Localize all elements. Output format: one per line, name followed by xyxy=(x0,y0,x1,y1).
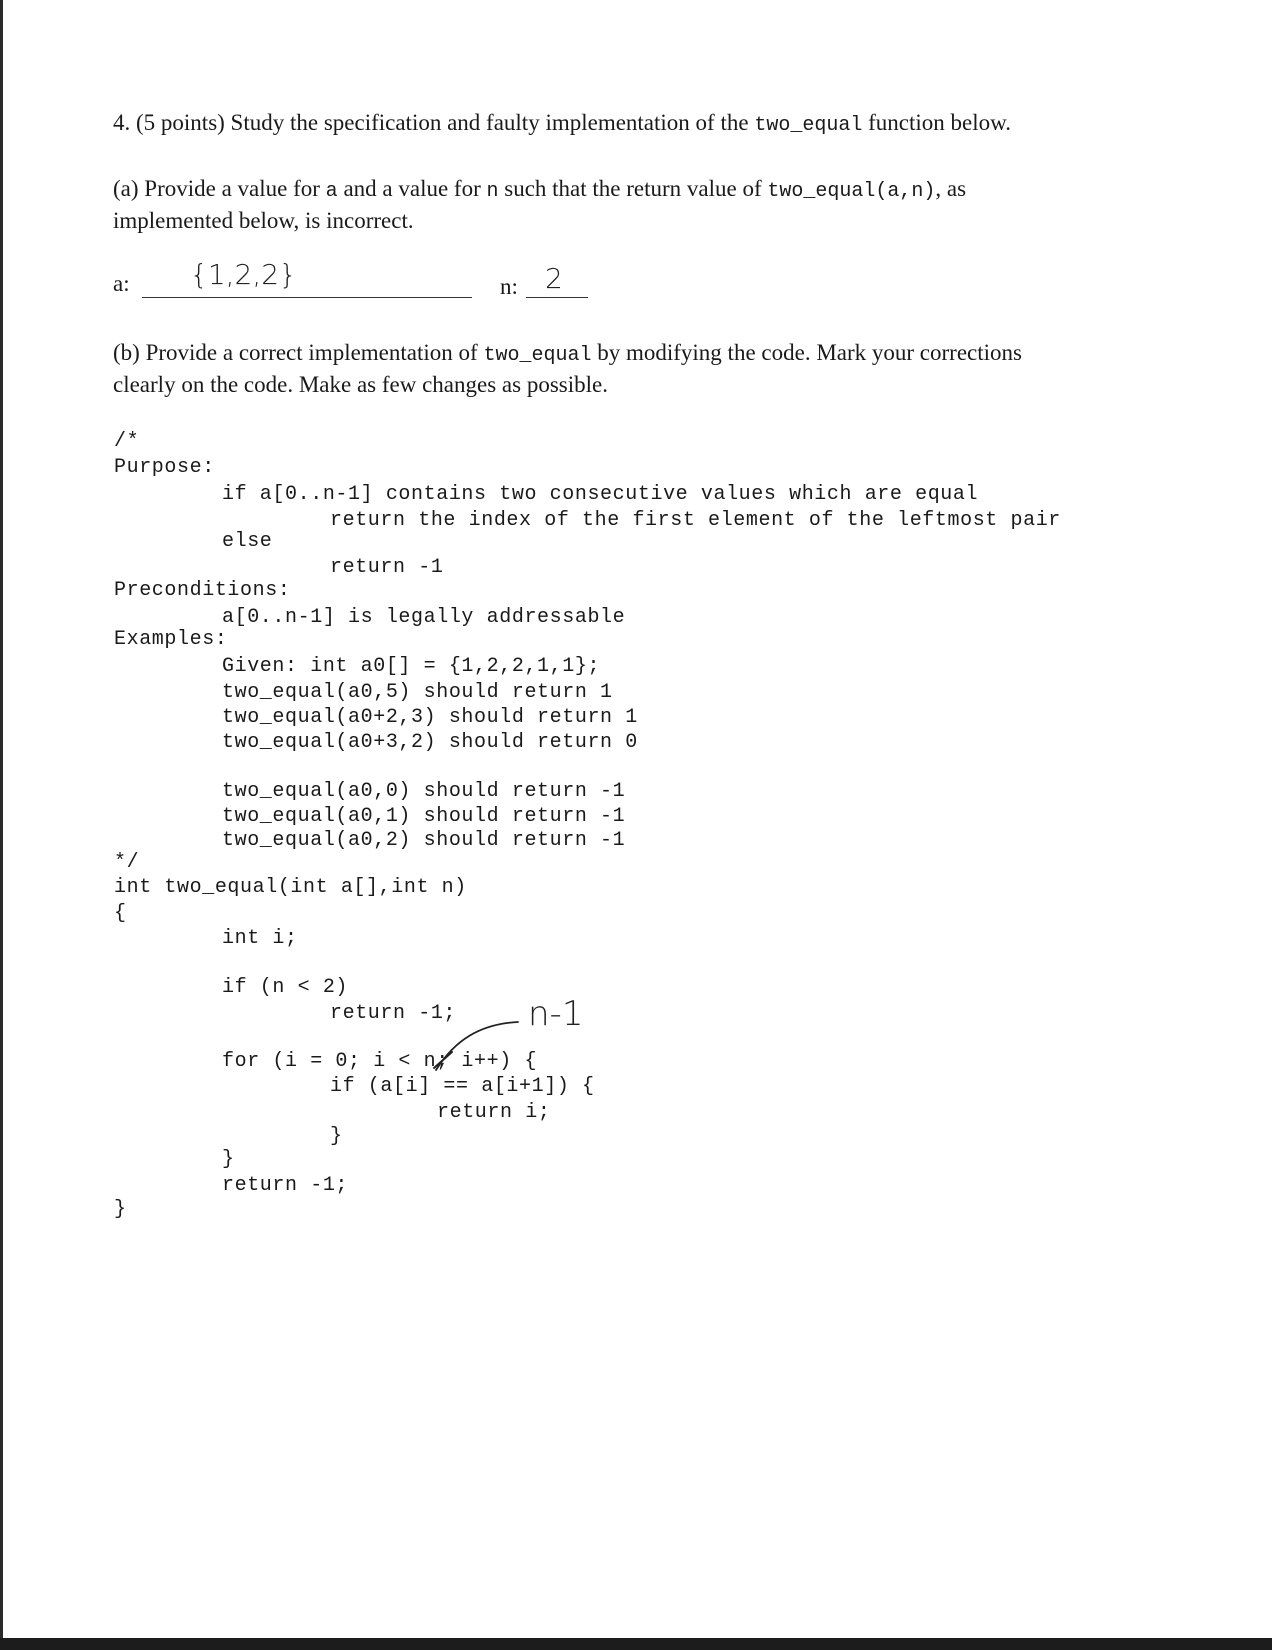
part-b-line2: clearly on the code. Make as few changes as possible. xyxy=(113,372,608,397)
part-b-text: (b) Provide a correct implementation of xyxy=(113,340,484,365)
heading-text-start: 4. (5 points) Study the specification and faulty implementation of the xyxy=(113,110,755,135)
code-line: two_equal(a0+3,2) should return 0 xyxy=(222,731,638,754)
part-a-code-a: a xyxy=(325,180,338,203)
code-line: two_equal(a0,2) should return -1 xyxy=(222,829,626,852)
heading-function-name: two_equal xyxy=(754,114,863,137)
code-line: return -1 xyxy=(330,556,444,579)
part-a-code-n: n xyxy=(486,180,499,203)
code-line: return -1; xyxy=(222,1174,349,1197)
code-line: } xyxy=(222,1148,235,1171)
code-line: } xyxy=(330,1125,343,1148)
code-line: two_equal(a0+2,3) should return 1 xyxy=(222,706,638,729)
code-line: Examples: xyxy=(114,628,228,651)
code-line: two_equal(a0,5) should return 1 xyxy=(222,681,613,704)
answer-n-label: n: xyxy=(500,274,518,299)
code-line: else xyxy=(222,530,273,553)
code-line: Given: int a0[] = {1,2,2,1,1}; xyxy=(222,655,601,678)
code-line: Purpose: xyxy=(114,456,215,479)
code-line: } xyxy=(114,1198,127,1221)
correction-handwritten: n-1 xyxy=(528,994,584,1034)
code-line: if (a[i] == a[i+1]) { xyxy=(330,1075,595,1098)
part-b-text: by modifying the code. Mark your corrections xyxy=(591,340,1022,365)
code-line: if (n < 2) xyxy=(222,976,349,999)
answer-a-handwritten: {1,2,2} xyxy=(190,258,297,291)
code-line: a[0..n-1] is legally addressable xyxy=(222,606,626,629)
part-a-text: and a value for xyxy=(337,176,487,201)
answer-n-handwritten: 2 xyxy=(545,262,563,295)
part-a-text: (a) Provide a value for xyxy=(113,176,326,201)
answer-a-label: a: xyxy=(113,271,130,296)
code-line: two_equal(a0,0) should return -1 xyxy=(222,780,626,803)
code-line: { xyxy=(114,902,127,925)
part-b-function-name: two_equal xyxy=(483,344,592,367)
code-line: for (i = 0; i < n; i++) { xyxy=(222,1050,538,1073)
code-line: two_equal(a0,1) should return -1 xyxy=(222,805,626,828)
code-line: Preconditions: xyxy=(114,579,291,602)
heading-text-end: function below. xyxy=(862,110,1011,135)
part-a-text: , as xyxy=(935,176,967,201)
part-a-line2: implemented below, is incorrect. xyxy=(113,208,414,233)
code-line: */ xyxy=(114,851,140,874)
code-line: int i; xyxy=(222,927,298,950)
part-a-text: such that the return value of xyxy=(498,176,768,201)
part-a-code-call: two_equal(a,n) xyxy=(767,180,936,203)
code-line: if a[0..n-1] contains two consecutive values which are equal xyxy=(222,483,979,506)
code-line: return the index of the first element of the leftmost pair xyxy=(330,509,1061,532)
code-line: /* xyxy=(114,430,140,453)
code-line: return -1; xyxy=(330,1002,457,1025)
code-line: return i; xyxy=(437,1101,551,1124)
code-line: int two_equal(int a[],int n) xyxy=(114,876,467,899)
